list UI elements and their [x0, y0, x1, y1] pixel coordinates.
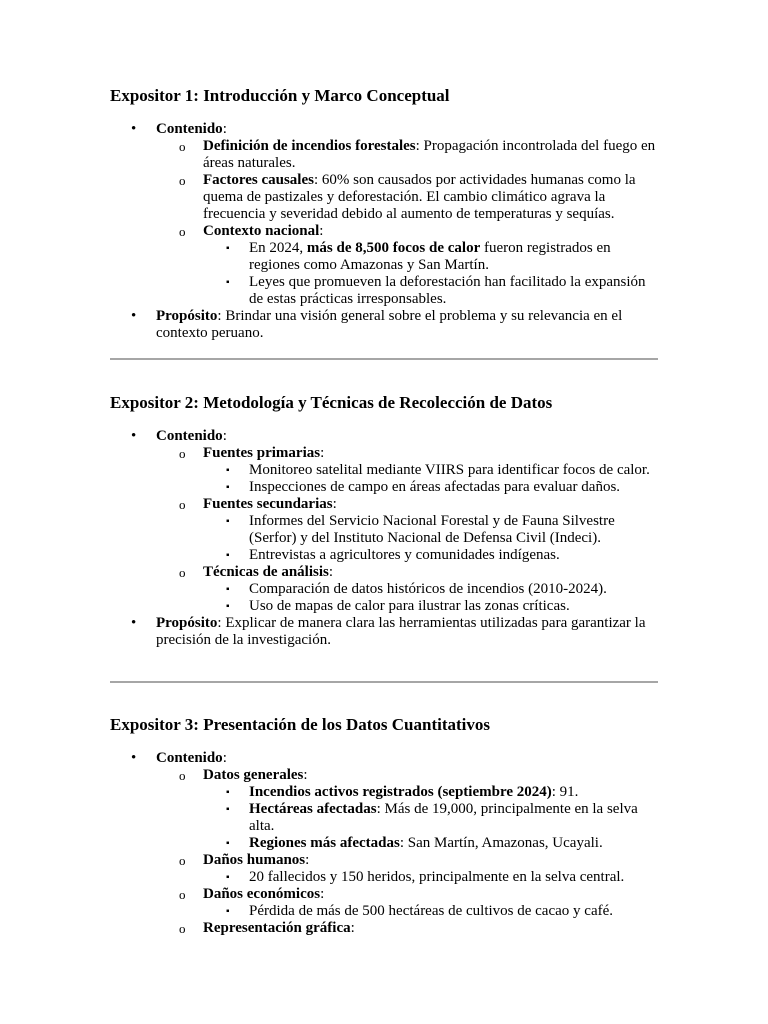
section-2-title: Expositor 2: Metodología y Técnicas de Recolección de Datos — [110, 393, 553, 412]
list-item-proposito: • Propósito: Explicar de manera clara las herramientas utilizadas para garantizar la precisión de la investigación. — [131, 615, 646, 648]
section-divider — [110, 681, 658, 683]
list-item-definicion: o Definición de incendios forestales: Propagación incontrolada del fuego en áreas naturales. — [179, 138, 656, 171]
section-expositor-1 — [110, 86, 658, 342]
list-item-proposito: • Propósito: Brindar una visión general sobre el problema y su relevancia en el contexto peruano. — [131, 308, 623, 341]
circle-bullet-icon: o — [179, 853, 186, 868]
list-item-perdida-cultivos: ▪ Pérdida de más de 500 hectáreas de cultivos de cacao y café. — [226, 903, 613, 919]
bullet-icon: • — [131, 615, 137, 631]
section-1-list — [110, 121, 658, 342]
circle-bullet-icon: o — [179, 446, 186, 461]
list-item-contenido: • Contenido: — [131, 428, 227, 444]
section-3-title: Expositor 3: Presentación de los Datos Cuantitativos — [110, 715, 490, 734]
list-item-entrevistas: ▪ Entrevistas a agricultores y comunidades indígenas. — [226, 547, 560, 563]
list-item-incendios-activos: ▪ Incendios activos registrados (septiembre 2024): 91. — [226, 784, 579, 800]
bullet-icon: • — [131, 308, 137, 324]
section-expositor-3 — [110, 715, 658, 937]
square-bullet-icon: ▪ — [226, 277, 230, 288]
section-expositor-2 — [110, 393, 658, 649]
list-item-contenido: • Contenido: — [131, 750, 227, 766]
list-item-informes: ▪ Informes del Servicio Nacional Forestal y de Fauna Silvestre (Serfor) y del Instituto Nacional de Defensa Civil (Indeci). — [226, 513, 615, 546]
square-bullet-icon: ▪ — [226, 906, 230, 917]
list-item-factores: o Factores causales: 60% son causados por actividades humanas como la quema de pastizales y deforestación. El cambio climático agrava la frecuencia y severidad debido al aumento de temperaturas y sequías. — [179, 172, 636, 222]
square-bullet-icon: ▪ — [226, 584, 230, 595]
square-bullet-icon: ▪ — [226, 601, 230, 612]
square-bullet-icon: ▪ — [226, 465, 230, 476]
square-bullet-icon: ▪ — [226, 243, 230, 254]
square-bullet-icon: ▪ — [226, 516, 230, 527]
list-item-fuentes-secundarias: o Fuentes secundarias: — [179, 496, 337, 512]
list-item-fuentes-primarias: o Fuentes primarias: — [179, 445, 325, 461]
circle-bullet-icon: o — [179, 887, 186, 902]
bullet-icon: • — [131, 750, 137, 766]
circle-bullet-icon: o — [179, 173, 186, 188]
list-item-tecnicas: o Técnicas de análisis: — [179, 564, 334, 580]
square-bullet-icon: ▪ — [226, 482, 230, 493]
list-item-danos-economicos: o Daños económicos: — [179, 886, 325, 902]
list-item-representacion-grafica: o Representación gráfica: — [179, 920, 355, 936]
list-item-contenido: • Contenido: — [131, 121, 227, 137]
bullet-icon: • — [131, 121, 137, 137]
square-bullet-icon: ▪ — [226, 787, 230, 798]
list-item-hectareas: ▪ Hectáreas afectadas: Más de 19,000, principalmente en la selva alta. — [226, 801, 638, 834]
list-item-regiones: ▪ Regiones más afectadas: San Martín, Amazonas, Ucayali. — [226, 835, 603, 851]
list-item-inspecciones: ▪ Inspecciones de campo en áreas afectadas para evaluar daños. — [226, 479, 621, 495]
list-item-fallecidos: ▪ 20 fallecidos y 150 heridos, principalmente en la selva central. — [226, 869, 625, 885]
list-item-datos-generales: o Datos generales: — [179, 767, 308, 783]
bullet-icon: • — [131, 428, 137, 444]
list-item-mapas: ▪ Uso de mapas de calor para ilustrar las zonas críticas. — [226, 598, 570, 614]
section-2-list — [110, 428, 658, 649]
circle-bullet-icon: o — [179, 921, 186, 936]
list-item-danos-humanos: o Daños humanos: — [179, 852, 310, 868]
section-divider — [110, 358, 658, 360]
circle-bullet-icon: o — [179, 768, 186, 783]
square-bullet-icon: ▪ — [226, 804, 230, 815]
list-item-contexto: o Contexto nacional: — [179, 223, 324, 239]
square-bullet-icon: ▪ — [226, 550, 230, 561]
square-bullet-icon: ▪ — [226, 838, 230, 849]
list-item-comparacion: ▪ Comparación de datos históricos de incendios (2010-2024). — [226, 581, 607, 597]
circle-bullet-icon: o — [179, 139, 186, 154]
square-bullet-icon: ▪ — [226, 872, 230, 883]
circle-bullet-icon: o — [179, 565, 186, 580]
circle-bullet-icon: o — [179, 497, 186, 512]
section-1-title: Expositor 1: Introducción y Marco Conceptual — [110, 86, 450, 105]
list-item-focos: ▪ En 2024, más de 8,500 focos de calor fueron registrados en regiones como Amazonas y San Martín. — [226, 240, 611, 273]
circle-bullet-icon: o — [179, 224, 186, 239]
section-3-list — [110, 750, 658, 937]
list-item-leyes: ▪ Leyes que promueven la deforestación han facilitado la expansión de estas prácticas irresponsables. — [226, 274, 646, 307]
list-item-monitoreo: ▪ Monitoreo satelital mediante VIIRS para identificar focos de calor. — [226, 462, 650, 478]
